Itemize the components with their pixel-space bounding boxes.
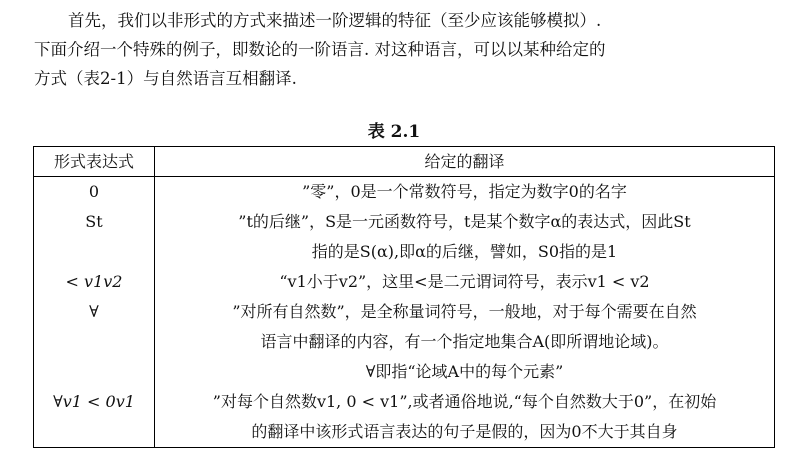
translation-line: ∀即指“论域A中的每个元素” <box>365 362 564 381</box>
translation-line: ”t的后继”，S是一元函数符号，t是某个数字α的表达式，因此St <box>238 212 691 231</box>
column-header-expression: 形式表达式 <box>34 147 155 177</box>
translation-line: “v1小于v2”，这里<是二元谓词符号，表示v1 < v2 <box>279 272 650 291</box>
expression-cell: < v1v2 <box>34 267 155 297</box>
translation-line: ”对所有自然数”，是全称量词符号，一般地，对于每个需要在自然 <box>232 302 697 321</box>
paragraph-line: 下面介绍一个特殊的例子，即数论的一阶语言. 对这种语言，可以以某种给定的 <box>34 40 606 59</box>
table-header-row <box>34 147 775 177</box>
translation-line: 的翻译中该形式语言表达的句子是假的，因为0不大于其自身 <box>251 422 678 441</box>
column-header-translation: 给定的翻译 <box>155 147 775 177</box>
table-caption: 表 2.1 <box>367 122 421 142</box>
translation-line: ”零”，0是一个常数符号，指定为数字0的名字 <box>302 182 627 201</box>
table-row <box>34 267 775 297</box>
expression-cell: St <box>34 207 155 267</box>
table-row <box>34 387 775 448</box>
paragraph-line: 方式（表2-1）与自然语言互相翻译. <box>34 69 297 88</box>
table-row <box>34 207 775 267</box>
expression-cell: ∀v1 < 0v1 <box>34 387 155 448</box>
translation-line: 指的是S(α),即α的后继，譬如，S0指的是1 <box>311 242 618 261</box>
translation-cell <box>155 297 775 387</box>
paragraph-line: 首先，我们以非形式的方式来描述一阶逻辑的特征（至少应该能够模拟）. <box>68 11 602 30</box>
table-row <box>34 297 775 387</box>
expression-cell: 0 <box>34 177 155 208</box>
translation-cell <box>155 267 775 297</box>
translation-cell <box>155 207 775 267</box>
translation-line: 语言中翻译的内容，有一个指定地集合A(即所谓地论域)。 <box>260 332 669 351</box>
intro-paragraph <box>34 6 774 93</box>
translation-line: ”对每个自然数v1, 0 < v1”,或者通俗地说,“每个自然数大于0”，在初始 <box>212 392 717 411</box>
translation-table <box>33 146 775 448</box>
translation-cell <box>155 177 775 208</box>
expression-cell: ∀ <box>34 297 155 387</box>
translation-cell <box>155 387 775 448</box>
table-row <box>34 177 775 208</box>
